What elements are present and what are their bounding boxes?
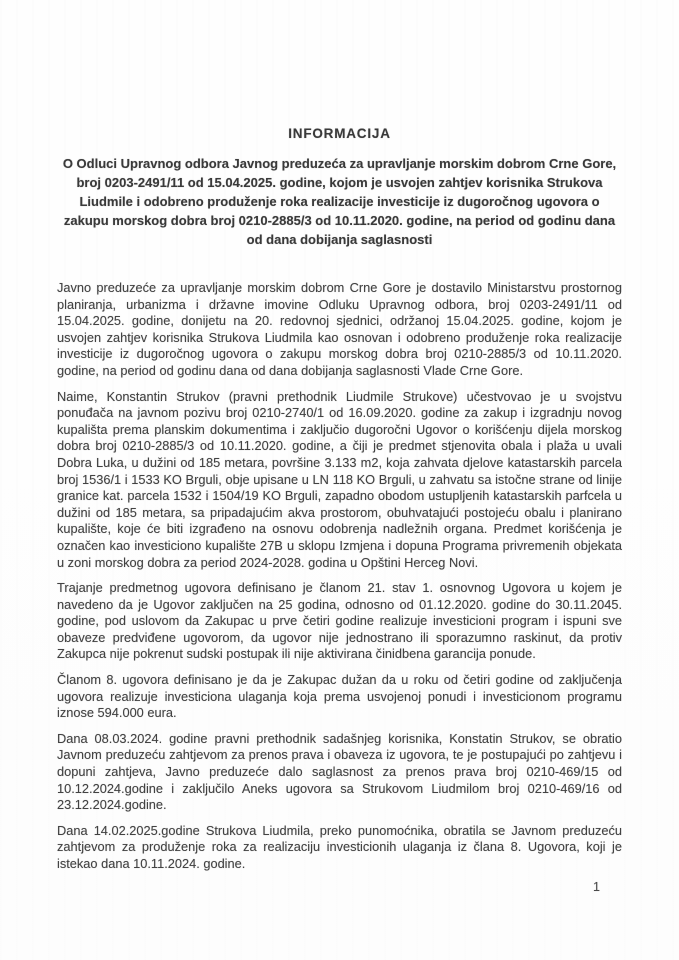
page-number: 1: [593, 880, 600, 894]
paragraph-extension-request: Dana 14.02.2025.godine Strukova Liudmila, preko punomoćnika, obratila se Javnom preduzeću zahtjevom za produženje roka za realizaciju investicionih ulaganja iz člana 8. Ugovora, koji je istekao dana 10.11.2024. godine.: [57, 822, 622, 871]
paragraph-contract-duration: Trajanje predmetnog ugovora definisano je članom 21. stav 1. osnovnog Ugovora u kojem je navedeno da je Ugovor zaključen na 25 godina, odnosno od 01.12.2020. godine do 30.11.2045. godine, pod uslovom da Zakupac u prve četiri godine realizuje investicioni program i ispuni sve obaveze predviđene ugovorom, da ugovor nije jednostrano ili sporazumno raskinut, da protiv Zakupca nije pokrenut sudski postupak ili nije aktivirana činidbena garancija ponude.: [57, 580, 622, 662]
paragraph-rights-transfer: Dana 08.03.2024. godine pravni prethodnik sadašnjeg korisnika, Konstatin Strukov, se obratio Javnom preduzeću zahtjevom za prenos prava i obaveza iz ugovora, te je postupajući po zahtjevu i dopuni zahtjeva, Javno preduzeće dalo saglasnost za prenos prava broj 0210-469/15 od 10.12.2024.godine i zaključilo Aneks ugovora sa Strukovom Liudmilom broj 0210-469/16 od 23.12.2024.godine.: [57, 730, 622, 813]
paragraph-contract-background: Naime, Konstantin Strukov (pravni prethodnik Liudmile Strukove) učestvovao je u svojstvu ponuđača na javnom pozivu broj 0210-2740/1 od 16.09.2020. godine za zakup i izgradnju novog kupališta prema planskim dokumentima i zaključio dugoročni Ugovor o korišćenju dijela morskog dobra broj 0210-2885/3 od 10.11.2020. godine, a čiji je predmet stjenovita obala i plaža u uvali Dobra Luka, u dužini od 185 metara, površine 3.133 m2, koja zahvata djelove katastarskih parcela broj 1536/1 i 1533 KO Brguli, obje upisane u LN 118 KO Brguli, u zahvatu sa istočne strane od linije granice kat. parcela 1532 i 1504/19 KO Brguli, zapadno obodom ustupljenih katastarskih parfcela u dužini od 185 metara, sa pripadajućim akva prostorom, obuhvatajući postojeću obalu i planirano kupalište, koje će biti izgrađeno na osnovu odobrenja nadležnih organa. Predmet korišćenja je označen kao investiciono kupalište 27B u sklopu Izmjena i dopuna Programa privremenih objekata u zoni morskog dobra za period 2024-2028. godina u Opštini Herceg Novi.: [57, 388, 622, 570]
paragraph-article-8: Članom 8. ugovora definisano je da je Zakupac dužan da u roku od četiri godine od zaključenja ugovora realizuje investiciona ulaganja koja prema usvojenoj ponudi i investicionom programu iznose 594.000 eura.: [57, 672, 622, 721]
document-title: INFORMACIJA: [288, 126, 391, 141]
document-subtitle: O Odluci Upravnog odbora Javnog preduzeća za upravljanje morskim dobrom Crne Gore, broj 0203-2491/11 od 15.04.2025. godine, kojom je usvojen zahtjev korisnika Strukova Liudmile i odobreno produženje roka realizacije investicije iz dugoročnog ugovora o zakupu morskog dobra broj 0210-2885/3 od 10.11.2020. godine, na period od godinu dana od dana dobijanja saglasnosti: [62, 156, 617, 247]
paragraph-intro: Javno preduzeće za upravljanje morskim dobrom Crne Gore je dostavilo Ministarstvu prostornog planiranja, urbanizma i državne imovine Odluku Upravnog odbora, broj 0203-2491/11 od 15.04.2025. godine, donijetu na 20. redovnoj sjednici, održanoj 15.04.2025. godine, kojom je usvojen zahtjev korisnika Strukova Liudmila kao osnovan i odobreno produženje roka realizacije investicije iz dugoročnog ugovora o zakupu morskog dobra broj 0210-2885/3 od 10.11.2020. godine, na period od godinu dana od dana dobijanja saglasnosti Vlade Crne Gore.: [57, 280, 622, 378]
